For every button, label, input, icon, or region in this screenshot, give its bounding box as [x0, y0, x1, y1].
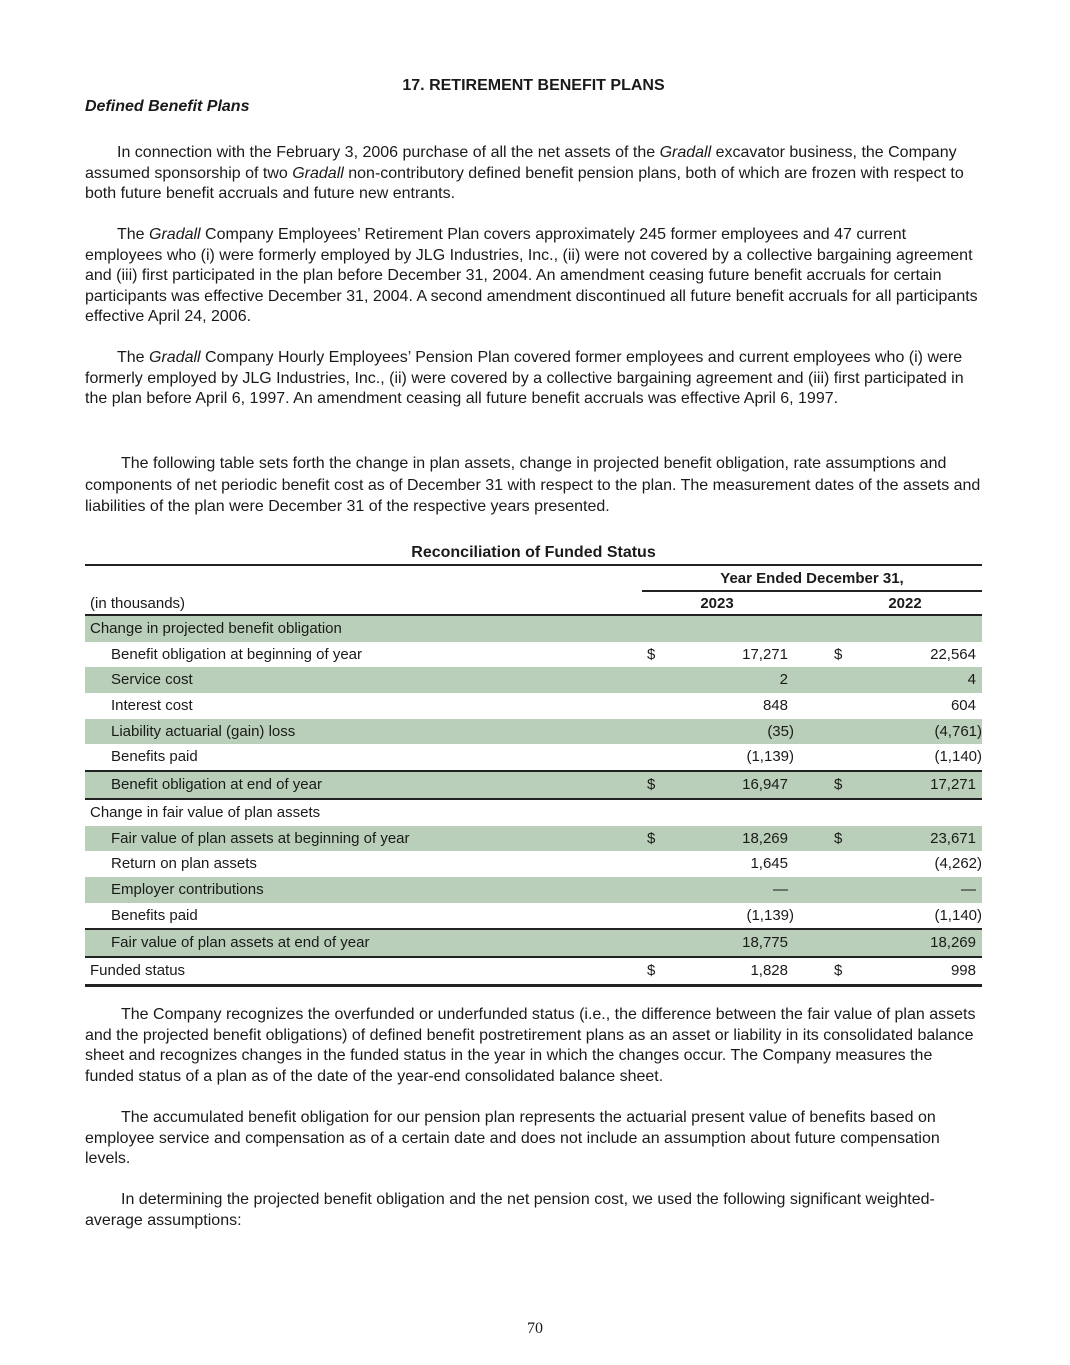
paragraph-accumulated-obligation: The accumulated benefit obligation for our pension plan represents the actuarial present value of benefits based on employee service and compensation as of a certain date and does not include an assumption about future compensation levels.	[85, 1109, 940, 1168]
table-row: Return on plan assets 1,645 (4,262)	[111, 855, 982, 873]
table-total-row: Funded status $ 1,828 $ 998	[85, 956, 982, 987]
column-header-2023: 2023	[700, 595, 734, 612]
page-number: 70	[527, 1320, 543, 1337]
table-row: Benefits paid (1,139) (1,140)	[111, 748, 982, 766]
table-row: Service cost 2 4	[85, 667, 982, 693]
period-rule	[642, 590, 982, 592]
table-subtotal-row: Fair value of plan assets at end of year 18,775 18,269	[85, 928, 982, 956]
table-row: Fair value of plan assets at beginning of year $ 18,269 $ 23,671	[85, 826, 982, 852]
table-section-row: Change in fair value of plan assets	[90, 803, 321, 821]
table-row: Liability actuarial (gain) loss (35) (4,761)	[85, 719, 982, 745]
table-section-row: Change in projected benefit obligation	[85, 616, 982, 642]
unit-label: (in thousands)	[90, 595, 186, 612]
table-row: Benefits paid (1,139) (1,140)	[111, 906, 982, 924]
paragraph-assumptions-intro: In determining the projected benefit obligation and the net pension cost, we used the following significant weighted-average assumptions:	[85, 1191, 935, 1229]
subheading: Defined Benefit Plans	[85, 98, 250, 115]
table-row: Benefit obligation at beginning of year $ 17,271 $ 22,564	[111, 645, 976, 663]
paragraph-acquisition: In connection with the February 3, 2006 purchase of all the net assets of the Gradall excavator business, the Company assumed sponsorship of two Gradall non-contributory defined benefit pension plans, both of which are frozen with respect to both future benefit accruals and future new entrants.	[85, 144, 964, 203]
paragraph-table-intro: The following table sets forth the change in plan assets, change in projected benefit obligation, rate assumptions and components of net periodic benefit cost as of December 31 with respect to the plan. The measurement dates of the assets and liabilities of the plan were December 31 of the respective years presented.	[85, 455, 981, 515]
table-subtotal-row: Benefit obligation at end of year $ 16,947 $ 17,271	[85, 770, 982, 800]
column-header-row	[85, 594, 982, 614]
table-body	[85, 616, 982, 987]
table-title: Reconciliation of Funded Status	[411, 544, 656, 561]
section-title: 17. RETIREMENT BENEFIT PLANS	[402, 77, 665, 94]
paragraph-hourly-plan: The Gradall Company Hourly Employees’ Pension Plan covered former employees and current employees who (i) were formerly employed by JLG Industries, Inc., (ii) were covered by a collective bargaining agreement and (iii) first participated in the plan before April 6, 1997. An amendment ceasing all future benefit accruals was effective April 6, 1997.	[85, 349, 964, 408]
paragraph-retirement-plan: The Gradall Company Employees’ Retirement Plan covers approximately 245 former employees and 47 current employees who (i) were formerly employed by JLG Industries, Inc., (ii) were not covered by a collective bargaining agreement and (iii) first participated in the plan before December 31, 2004. An amendment ceasing future benefit accruals for certain participants was effective December 31, 2004. A second amendment discontinued all future benefit accruals for all participants effective April 24, 2006.	[85, 226, 978, 326]
paragraph-funded-status-recognition: The Company recognizes the overfunded or underfunded status (i.e., the difference between the fair value of plan assets and the projected benefit obligations) of defined benefit postretirement plans as an asset or liability in its consolidated balance sheet and recognizes changes in the funded status in the year in which the changes occur. The Company measures the funded status of a plan as of the date of the year-end consolidated balance sheet.	[85, 1006, 976, 1085]
table-row: Employer contributions — —	[85, 877, 982, 903]
column-header-2022: 2022	[888, 595, 922, 612]
table-top-rule	[85, 564, 982, 566]
table-row: Interest cost 848 604	[111, 697, 976, 715]
period-header: Year Ended December 31,	[720, 570, 904, 587]
